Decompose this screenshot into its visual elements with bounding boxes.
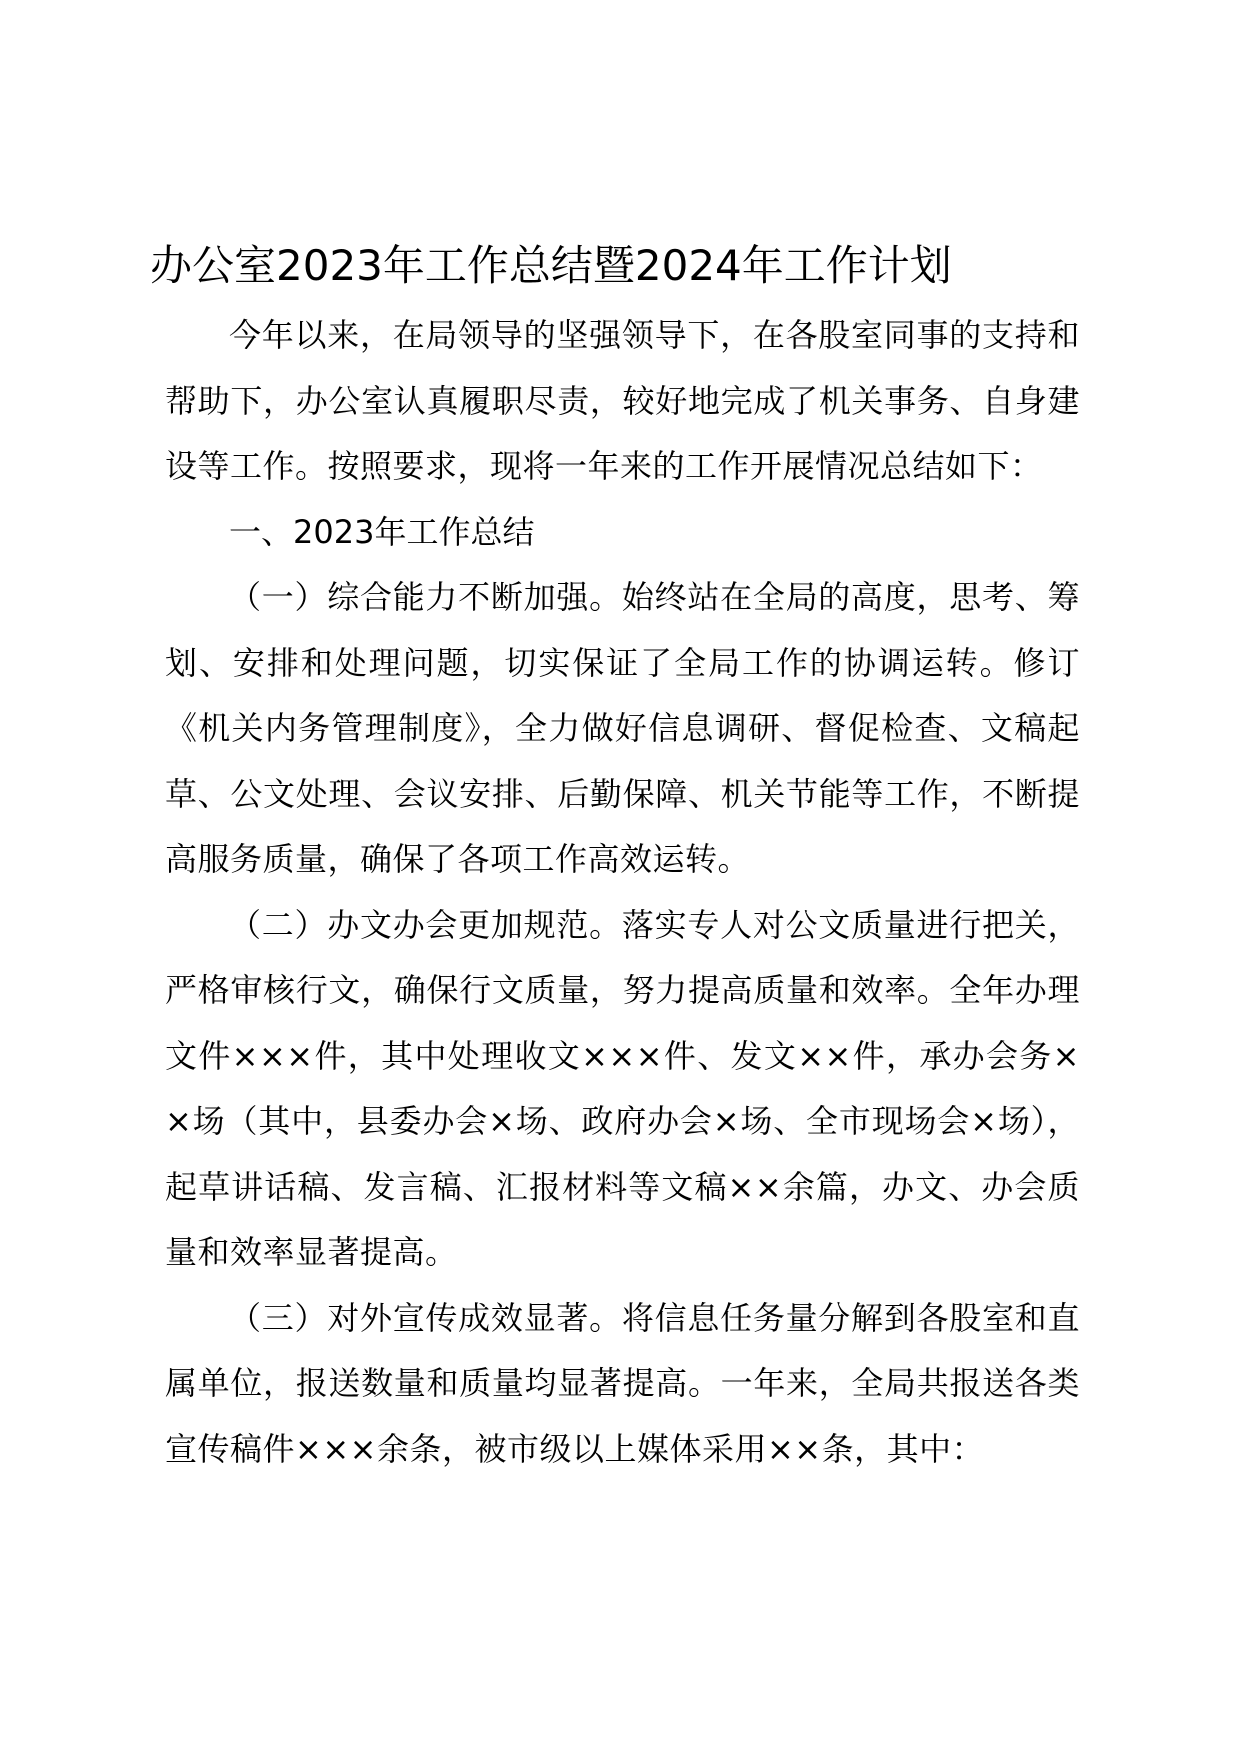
document-title: 办公室2023年工作总结暨2024年工作计划 — [150, 241, 952, 290]
intro-paragraph: 今年以来，在局领导的坚强领导下，在各股室同事的支持和帮助下，办公室认真履职尽责，较好地完成了机关事务、自身建设等工作。按照要求，现将一年来的工作开展情况总结如下： — [165, 316, 1080, 485]
body-paragraph: （二）办文办会更加规范。落实专人对公文质量进行把关，严格审核行文，确保行文质量，努力提高质量和效率。全年办理文件×××件，其中处理收文×××件、发文××件，承办会务××场（其中，县委办会×场、政府办会×场、全市现场会×场），起草讲话稿、发言稿、汇报材料等文稿××余篇，办文、办会质量和效率显著提高。 — [165, 905, 1080, 1271]
body-paragraph: （三）对外宣传成效显著。将信息任务量分解到各股室和直属单位，报送数量和质量均显著提高。一年来，全局共报送各类宣传稿件×××余条，被市级以上媒体采用××条，其中： — [165, 1298, 1080, 1468]
body-paragraph: （一）综合能力不断加强。始终站在全局的高度，思考、筹划、安排和处理问题，切实保证了全局工作的协调运转。修订《机关内务管理制度》，全力做好信息调研、督促检查、文稿起草、公文处理、会议安排、后勤保障、机关节能等工作，不断提高服务质量，确保了各项工作高效运转。 — [165, 578, 1080, 878]
document-body — [165, 303, 1080, 1482]
section-heading: 一、2023年工作总结 — [229, 512, 535, 551]
